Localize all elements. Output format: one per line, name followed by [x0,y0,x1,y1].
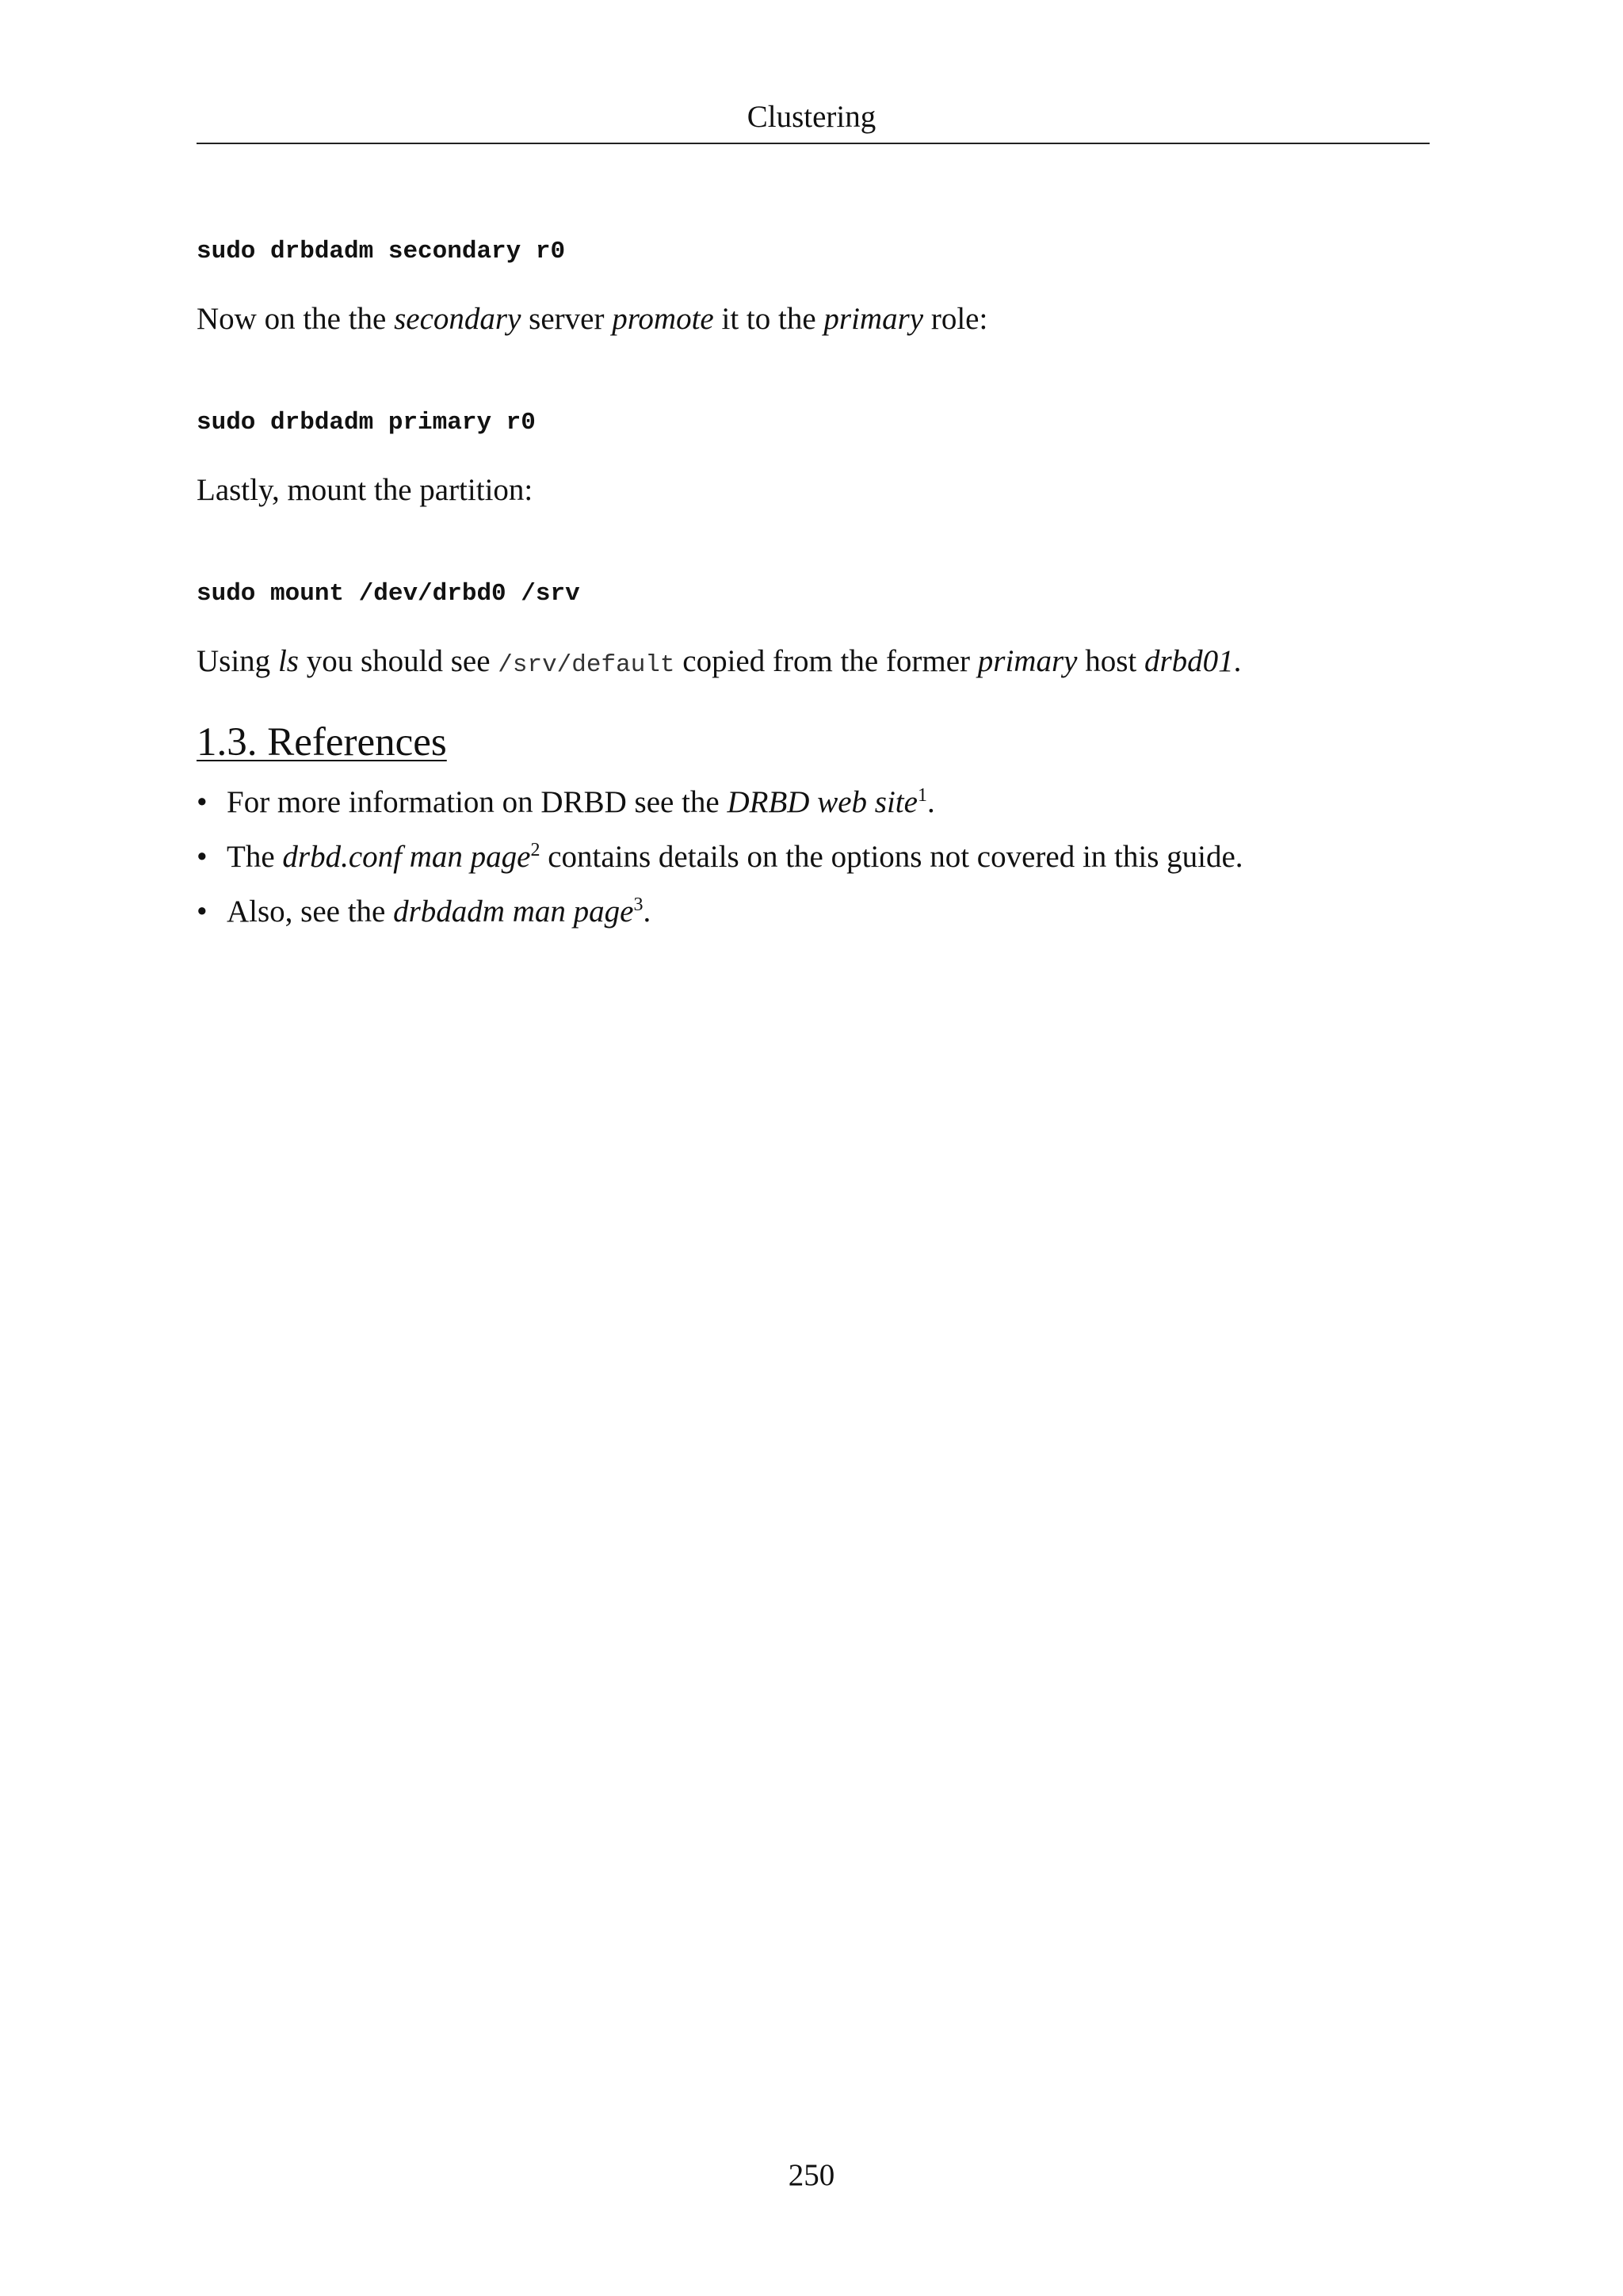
paragraph-promote [197,299,1430,339]
bullet-icon: • [197,840,208,874]
text: Now on the the [197,302,395,336]
paragraph-ls [197,642,1430,685]
list-item-text [227,892,651,932]
text: The [227,840,283,874]
emphasis-promote: promote [612,302,714,336]
running-header: Clustering [747,100,876,134]
text: it to the [713,302,824,336]
text: . [926,785,935,819]
emphasis-host: drbd01 [1144,644,1234,678]
header-rule [197,143,1430,144]
code-line-primary: sudo drbdadm primary r0 [197,409,536,437]
text: For more information on DRBD see the [227,785,727,819]
emphasis-secondary: secondary [394,302,521,336]
footnote-marker: 2 [530,840,540,860]
text: . [1233,644,1242,678]
text: role: [923,302,988,336]
text: server [521,302,613,336]
code-line-mount: sudo mount /dev/drbd0 /srv [197,580,580,608]
reference-link-drbd-web-site[interactable]: DRBD web site [727,785,918,819]
emphasis-primary: primary [977,644,1078,678]
paragraph-mount [197,471,1430,510]
footnote-marker: 3 [633,894,643,915]
emphasis-ls: ls [277,644,299,678]
text: . [643,894,651,929]
list-item-text [227,837,1243,877]
emphasis-primary: primary [823,302,924,336]
list-item-text [227,783,935,822]
text: copied from the former [674,644,978,678]
inline-code-path: /srv/default [498,651,675,679]
reference-link-drbdadm-man-page[interactable]: drbdadm man page [393,894,634,929]
text: contains details on the options not covered in this guide. [540,840,1243,874]
text: Using [197,644,278,678]
text: you should see [298,644,498,678]
bullet-icon: • [197,785,208,819]
section-heading-references: 1.3. References [197,720,447,765]
text: Lastly, mount the partition: [197,473,533,507]
text: host [1077,644,1144,678]
page-number: 250 [788,2158,835,2192]
reference-link-drbd-conf-man-page[interactable]: drbd.conf man page [282,840,531,874]
text: Also, see the [227,894,394,929]
footnote-marker: 1 [917,785,927,806]
code-line-secondary: sudo drbdadm secondary r0 [197,238,566,265]
bullet-icon: • [197,894,208,929]
